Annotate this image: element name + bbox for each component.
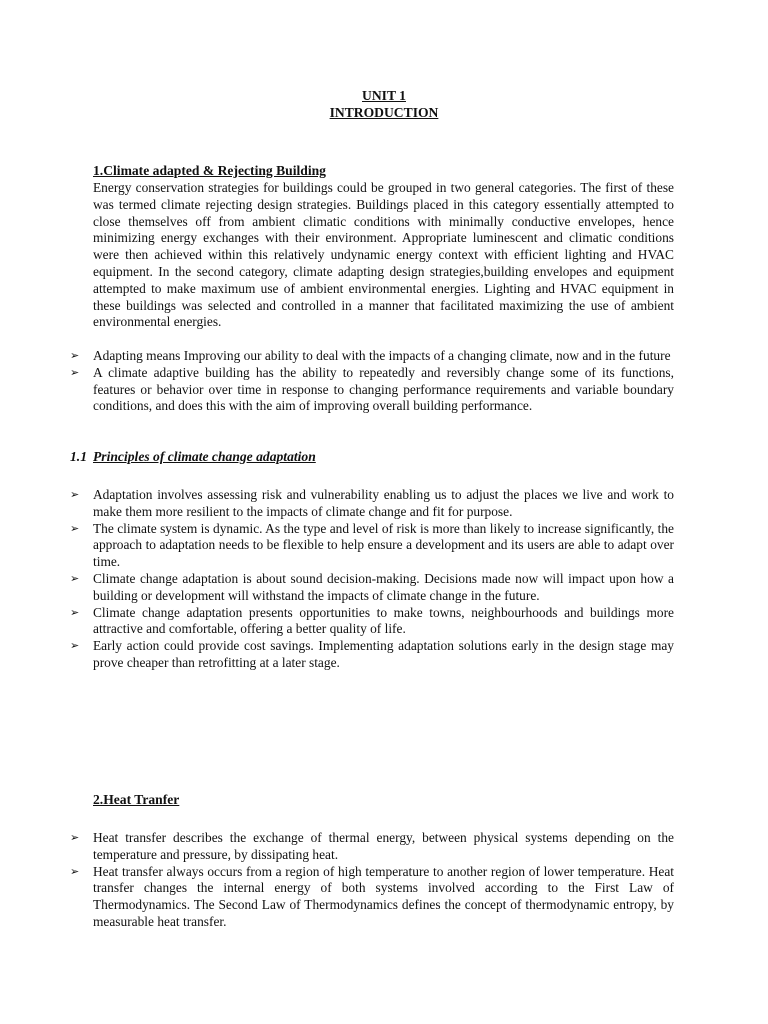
arrow-bullet-icon: ➢ [70, 605, 80, 619]
list-item-text: A climate adaptive building has the ability to repeatedly and reversibly change some of its functions, features or behavior over time in response to changing performance requirements and variable boundary conditions, and does this with the aim of improving overall building performance. [93, 364, 674, 414]
list-item [70, 571, 674, 605]
bullet-list-heat-transfer [70, 830, 674, 931]
subsection-number: 1.1 [70, 449, 87, 464]
arrow-bullet-icon: ➢ [70, 521, 80, 535]
page-title: INTRODUCTION [329, 104, 439, 120]
bullet-list-adapting [70, 348, 674, 415]
arrow-bullet-icon: ➢ [70, 831, 80, 844]
list-item-text: Heat transfer always occurs from a region of high temperature to another region of lower temperature. Heat transfer changes the internal energy of both systems involved according to the First Law of Thermodynamics. The Second Law of Thermodynamics defines the concept of thermodynamic entropy, by measurable heat transfer. [93, 863, 674, 929]
arrow-bullet-icon: ➢ [70, 571, 80, 585]
arrow-bullet-icon: ➢ [70, 365, 80, 379]
arrow-bullet-icon: ➢ [70, 639, 80, 653]
list-item [70, 605, 674, 639]
subsection-title: Principles of climate change adaptation [93, 449, 316, 464]
section-heading-heat-transfer: 2.Heat Tranfer [93, 792, 180, 807]
arrow-bullet-icon: ➢ [70, 349, 80, 362]
list-item [70, 830, 674, 864]
unit-label: UNIT 1 [362, 88, 406, 103]
list-item [70, 365, 674, 415]
list-item-text: Early action could provide cost savings. Implementing adaptation solutions early in the design stage may prove cheaper than retrofitting at a later stage. [93, 638, 674, 670]
arrow-bullet-icon: ➢ [70, 488, 80, 501]
list-item-text: Heat transfer describes the exchange of thermal energy, between physical systems depending on the temperature and pressure, by dissipating heat. [93, 830, 674, 862]
list-item [70, 864, 674, 931]
section-paragraph-climate-adapted: Energy conservation strategies for buildings could be grouped in two general categories. The first of these was termed climate rejecting design strategies. Buildings placed in this category essentially attempted to close themselves off from ambient climatic conditions with minimally conductive envelopes, hence minimizing energy exchanges with their environment. Appropriate luminescent and climatic conditions were then achieved within this relatively undynamic energy context with efficient lighting and HVAC equipment. In the second category, climate adapting design strategies,building envelopes and equipment attempted to make maximum use of ambient environmental energies. Lighting and HVAC equipment in these buildings was selected and controlled in a manner that facilitated maximizing the use of ambient environmental energies. [93, 180, 674, 330]
list-item-text: The climate system is dynamic. As the type and level of risk is more than likely to increase significantly, the approach to adaptation needs to be flexible to help ensure a development and its users are able to adapt over time. [93, 520, 674, 570]
list-item [70, 487, 674, 521]
section-heading-climate-adapted: 1.Climate adapted & Rejecting Building [93, 163, 326, 178]
bullet-list-principles [70, 487, 674, 672]
list-item-text: Adapting means Improving our ability to deal with the impacts of a changing climate, now and in the future [93, 348, 671, 363]
document-title-block [0, 88, 768, 121]
list-item [70, 348, 674, 365]
list-item [70, 521, 674, 571]
list-item [70, 638, 674, 672]
list-item-text: Adaptation involves assessing risk and vulnerability enabling us to adjust the places we live and work to make them more resilient to the impacts of climate change and fit for purpose. [93, 487, 674, 519]
subsection-heading-principles [70, 449, 316, 466]
arrow-bullet-icon: ➢ [70, 864, 80, 878]
list-item-text: Climate change adaptation is about sound decision-making. Decisions made now will impact upon how a building or development will withstand the impacts of climate change in the future. [93, 570, 674, 603]
list-item-text: Climate change adaptation presents opportunities to make towns, neighbourhoods and buildings more attractive and comfortable, offering a better quality of life. [93, 604, 674, 637]
